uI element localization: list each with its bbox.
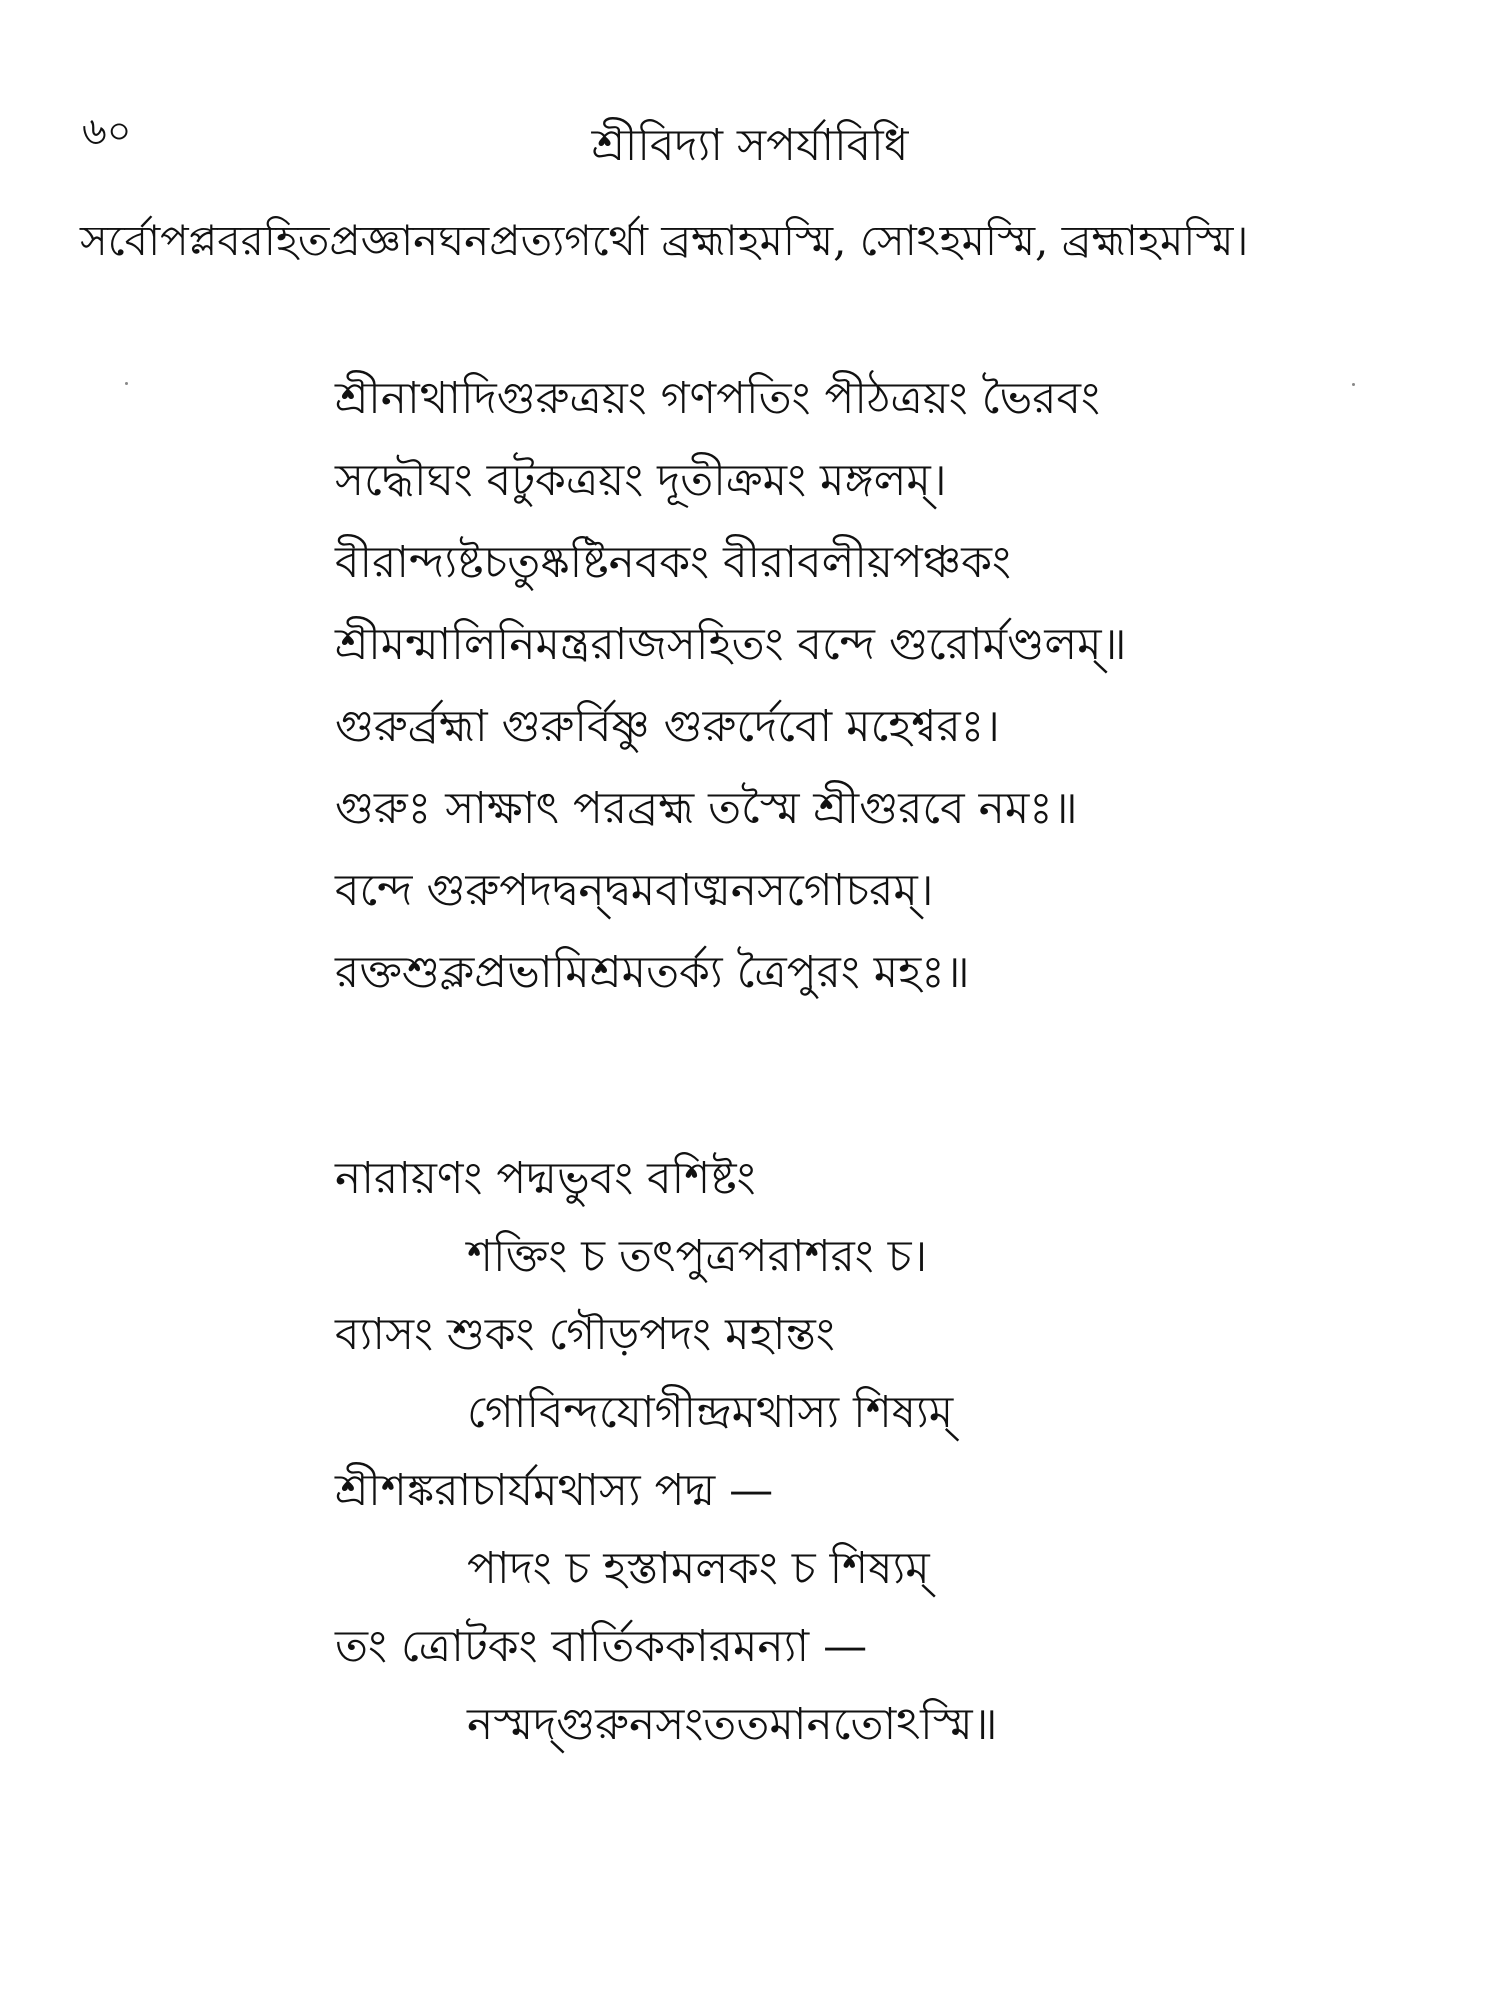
verse-line-indented: গোবিন্দযোগীন্দ্রমথাস্য শিষ্যম্ — [467, 1387, 954, 1438]
verse-line: শ্রীনাথাদিগুরুত্রয়ং গণপতিং পীঠত্রয়ং ভৈরবং — [335, 373, 1100, 424]
verse-line-indented: শক্তিং চ তৎপুত্রপরাশরং চ। — [467, 1231, 928, 1282]
verse-line: শ্রীমন্মালিনিমন্ত্ররাজসহিতং বন্দে গুরোর্মণ্ডলম্॥ — [335, 619, 1127, 670]
running-title: শ্রীবিদ্যা সপর্যাবিধি — [591, 120, 909, 171]
verse-line: বন্দে গুরুপদদ্বন্দ্বমবাঙ্মনসগোচরম্। — [335, 865, 934, 916]
verse-line: শ্রীশঙ্করাচার্যমথাস্য পদ্ম — — [335, 1465, 774, 1516]
verse-block-guru-parampara — [335, 1140, 1375, 1764]
verse-line-indented: নস্মদ্গুরুনসংততমানতোঽস্মি॥ — [467, 1699, 998, 1750]
verse-line: বীরান্দ্যষ্টচতুষ্কষ্টিনবকং বীরাবলীয়পঞ্চকং — [335, 537, 1011, 588]
verse-line: গুরুঃ সাক্ষাৎ পরব্রহ্ম তস্মৈ শ্রীগুরবে নমঃ॥ — [335, 783, 1078, 834]
verse-line: রক্তশুক্লপ্রভামিশ্রমতর্ক্য ত্রৈপুরং মহঃ॥ — [335, 947, 970, 998]
verse-line: সদ্ধৌঘং বটুকত্রয়ং দূতীক্রমং মঙ্গলম্। — [335, 455, 947, 506]
verse-line: ব্যাসং শুকং গৌড়পদং মহান্তং — [335, 1309, 835, 1360]
verse-line: নারায়ণং পদ্মভুবং বশিষ্টং — [335, 1153, 756, 1204]
verse-line: তং ত্রোটকং বার্তিককারমন্যা — — [335, 1621, 868, 1672]
verse-line-indented: পাদং চ হস্তামলকং চ শিষ্যম্ — [467, 1543, 930, 1594]
verse-block-guru-mandala — [335, 358, 1375, 1014]
verse-line: গুরুর্ব্রহ্মা গুরুর্বিষ্ণু গুরুর্দেবো মহেশ্বরঃ। — [335, 701, 1000, 752]
intro-line: সর্বোপপ্লবরহিতপ্রজ্ঞানঘনপ্রত্যগর্থো ব্রহ্মাহমস্মি, সোঽহমস্মি, ব্রহ্মাহমস্মি। — [80, 216, 1249, 265]
scan-speck — [1352, 383, 1355, 386]
scan-speck — [125, 382, 128, 385]
page-number: ৬০ — [82, 109, 132, 153]
